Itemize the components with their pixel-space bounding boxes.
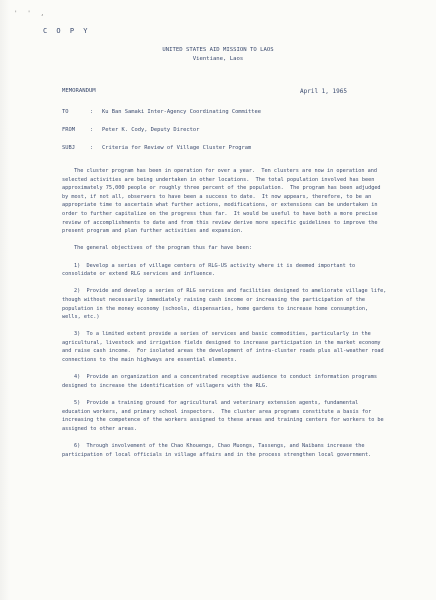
- intro-paragraph: The cluster program has been in operation for over a year. Ten clusters are now in operation and selected activities are being undertaken in other locations. The total population involved has been approximately 75,000 people or roughly three percent of the population. The program has been adjudged by most, if not all, observers to have been a success to date. It now appears, therefore, to be an appropriate time to ascertain what further actions, modifications, or extensions can be undertaken in order to further capitalize on the progress thus far. It would be useful to have both a more precise review of accomplishments to date and from this review derive more specific guidelines to improve the present program and plan further activities and expansion.: [62, 168, 384, 235]
- objective-6: 6) Through involvement of the Chao Khouengs, Chao Muongs, Tassengs, and Naibans increase the participation of local officials in village affairs and in the process strengthen local government.: [62, 443, 372, 458]
- to-key: TO: [62, 109, 69, 115]
- subject-separator: :: [90, 145, 94, 151]
- objective-2: 2) Provide and develop a series of RLG services and facilities designed to ameliorate village life, though without necessarily immediately raising cash income or increasing the participation of the population in the money economy (schools, dispensaries, home gardens to increase home consumption, wells, etc.): [62, 288, 390, 321]
- organization-header: [0, 46, 436, 64]
- memo-body: [62, 167, 388, 468]
- objective-4: 4) Provide an organization and a concentrated receptive audience to conduct information programs designed to increase the identification of villagers with the RLG.: [62, 374, 381, 389]
- to-value: Ku Ban Samaki Inter-Agency Coordinating Committee: [102, 109, 262, 115]
- memo-date: April 1, 1965: [300, 88, 347, 95]
- objective-3: 3) To a limited extent provide a series of services and basic commodities, particularly in the agricultural, livestock and irrigation fields designed to increase participation in the market economy and raise cash income. For isolated areas the development of intra-cluster roads plus all-weather road connections to the main highways are essential elements.: [62, 331, 387, 364]
- copy-mark: C O P Y: [43, 27, 91, 35]
- to-line: [62, 109, 261, 115]
- to-separator: :: [90, 109, 94, 115]
- subject-key: SUBJ: [62, 145, 75, 151]
- from-line: [62, 127, 199, 133]
- from-key: FROM: [62, 127, 75, 133]
- page-specks: ' ' ,: [14, 10, 48, 17]
- organization-location: Vientiane, Laos: [192, 56, 244, 62]
- objective-1: 1) Develop a series of village centers of RLG-US activity where it is deemed important to consolidate or extend RLG services and influence.: [62, 262, 359, 278]
- objective-5: 5) Provide a training ground for agricultural and veterinary extension agents, fundamental education workers, and primary school inspectors. The cluster area programs constitute a basis for increasing the competence of the workers assigned to these areas and training centers for workers to be assigned to other areas.: [62, 400, 387, 432]
- memo-label: MEMORANDUM: [62, 88, 96, 94]
- objectives-lead: The general objectives of the program thus far have been:: [74, 245, 253, 252]
- subject-value: Criteria for Review of Village Cluster Program: [102, 145, 252, 151]
- from-separator: :: [90, 127, 94, 133]
- page-edge-shadow: [0, 0, 10, 600]
- from-value: Peter K. Cody, Deputy Director: [102, 127, 200, 133]
- organization-name: UNITED STATES AID MISSION TO LAOS: [162, 47, 274, 53]
- subject-line: [62, 145, 251, 151]
